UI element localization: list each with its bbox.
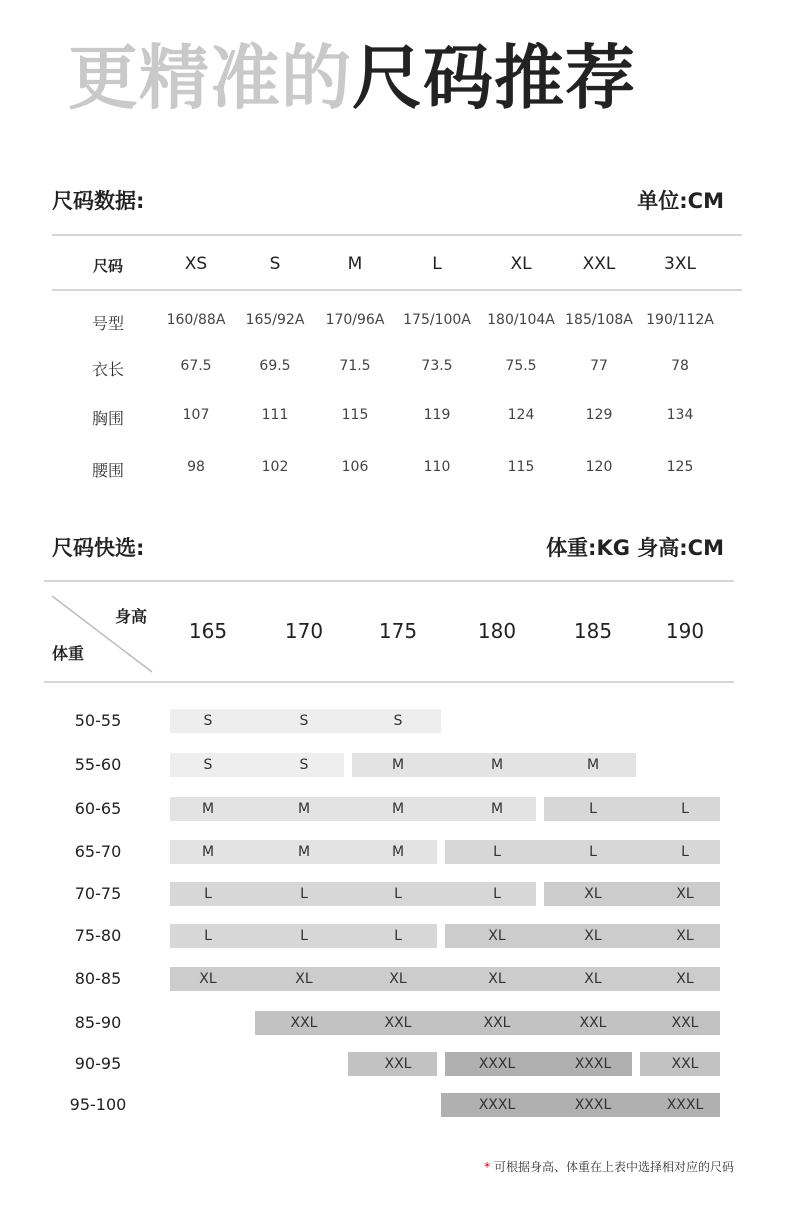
recommended-size-cell: XXXL — [478, 1056, 516, 1072]
weight-row-label: 85-90 — [74, 1013, 122, 1032]
size-data-unit: 单位:CM — [637, 189, 724, 213]
size-header-cell: 3XL — [664, 254, 696, 274]
divider — [52, 234, 742, 236]
recommended-size-cell: XXL — [671, 1015, 699, 1031]
footnote — [484, 1158, 734, 1175]
size-value-cell: 124 — [507, 407, 535, 423]
height-header-cell: 165 — [188, 619, 228, 643]
recommended-size-cell: XL — [676, 971, 694, 987]
weight-row-label: 65-70 — [74, 842, 122, 861]
size-header-cell: XXL — [582, 254, 616, 274]
height-header-cell: 190 — [665, 619, 705, 643]
divider — [52, 289, 742, 291]
recommended-size-cell: XXL — [671, 1056, 699, 1072]
size-value-cell: 75.5 — [505, 358, 537, 374]
height-header-cell: 185 — [573, 619, 613, 643]
recommended-size-cell: XL — [199, 971, 217, 987]
size-value-cell: 98 — [187, 459, 205, 475]
size-value-cell: 107 — [182, 407, 210, 423]
recommended-size-cell: M — [201, 844, 215, 860]
height-header-cell: 175 — [378, 619, 418, 643]
corner-height-label: 身高 — [115, 607, 148, 626]
size-value-cell: 110 — [423, 459, 451, 475]
recommended-size-cell: L — [589, 801, 597, 817]
recommended-size-cell: L — [681, 801, 689, 817]
recommended-size-cell: XL — [584, 971, 602, 987]
size-range-bar — [170, 967, 720, 991]
size-value-cell: 71.5 — [339, 358, 371, 374]
weight-row-label: 90-95 — [74, 1054, 122, 1073]
size-data-heading: 尺码数据: — [52, 189, 145, 213]
recommended-size-cell: XL — [295, 971, 313, 987]
recommended-size-cell: M — [297, 801, 311, 817]
size-header-cell: L — [432, 254, 442, 274]
recommended-size-cell: XL — [676, 928, 694, 944]
recommended-size-cell: M — [391, 801, 405, 817]
size-value-cell: 120 — [585, 459, 613, 475]
size-value-cell: 73.5 — [421, 358, 453, 374]
page-title — [68, 38, 636, 118]
recommended-size-cell: L — [394, 928, 402, 944]
recommended-size-cell: XXXL — [666, 1097, 704, 1113]
quick-select-unit: 体重:KG 身高:CM — [546, 536, 724, 560]
size-row-label: 腰围 — [91, 461, 124, 480]
weight-row-label: 75-80 — [74, 926, 122, 945]
recommended-size-cell: L — [681, 844, 689, 860]
quick-select-heading: 尺码快选: — [52, 536, 145, 560]
size-value-cell: 119 — [423, 407, 451, 423]
size-value-cell: 111 — [261, 407, 289, 423]
size-value-cell: 77 — [590, 358, 608, 374]
recommended-size-cell: L — [493, 886, 501, 902]
recommended-size-cell: XL — [584, 928, 602, 944]
recommended-size-cell: XXL — [579, 1015, 607, 1031]
title-light-part: 更精准的 — [68, 37, 352, 119]
weight-row-label: 50-55 — [74, 711, 122, 730]
recommended-size-cell: S — [299, 757, 309, 773]
height-header-cell: 180 — [477, 619, 517, 643]
size-value-cell: 78 — [671, 358, 689, 374]
corner-weight-label: 体重 — [52, 644, 85, 663]
size-header-cell: M — [347, 254, 363, 274]
title-dark-part: 尺码推荐 — [352, 37, 636, 119]
recommended-size-cell: M — [391, 844, 405, 860]
recommended-size-cell: XXXL — [478, 1097, 516, 1113]
recommended-size-cell: M — [297, 844, 311, 860]
divider — [44, 681, 734, 683]
size-value-cell: 160/88A — [166, 312, 226, 328]
size-value-cell: 185/108A — [565, 312, 633, 328]
height-header-cell: 170 — [284, 619, 324, 643]
size-value-cell: 102 — [261, 459, 289, 475]
size-value-cell: 129 — [585, 407, 613, 423]
size-value-cell: 170/96A — [325, 312, 385, 328]
recommended-size-cell: S — [299, 713, 309, 729]
weight-row-label: 95-100 — [69, 1095, 127, 1114]
recommended-size-cell: XL — [676, 886, 694, 902]
recommended-size-cell: S — [203, 713, 213, 729]
size-value-cell: 106 — [341, 459, 369, 475]
recommended-size-cell: M — [201, 801, 215, 817]
size-row-label: 衣长 — [91, 360, 124, 379]
recommended-size-cell: L — [394, 886, 402, 902]
size-row-label: 号型 — [91, 314, 124, 333]
recommended-size-cell: M — [586, 757, 600, 773]
recommended-size-cell: L — [300, 886, 308, 902]
recommended-size-cell: L — [589, 844, 597, 860]
recommended-size-cell: L — [204, 886, 212, 902]
weight-row-label: 60-65 — [74, 799, 122, 818]
recommended-size-cell: XL — [389, 971, 407, 987]
recommended-size-cell: L — [300, 928, 308, 944]
recommended-size-cell: M — [391, 757, 405, 773]
size-header-cell: S — [269, 254, 281, 274]
recommended-size-cell: L — [204, 928, 212, 944]
recommended-size-cell: XL — [488, 971, 506, 987]
size-value-cell: 67.5 — [180, 358, 212, 374]
size-value-cell: 165/92A — [245, 312, 305, 328]
footnote-text: 可根据身高、体重在上表中选择相对应的尺码 — [493, 1160, 734, 1174]
weight-row-label: 80-85 — [74, 969, 122, 988]
size-value-cell: 175/100A — [403, 312, 471, 328]
recommended-size-cell: M — [490, 801, 504, 817]
weight-row-label: 70-75 — [74, 884, 122, 903]
size-value-cell: 115 — [341, 407, 369, 423]
recommended-size-cell: L — [493, 844, 501, 860]
recommended-size-cell: S — [203, 757, 213, 773]
recommended-size-cell: XL — [584, 886, 602, 902]
divider — [44, 580, 734, 582]
recommended-size-cell: XXL — [384, 1015, 412, 1031]
size-value-cell: 69.5 — [259, 358, 291, 374]
size-header-cell: XL — [510, 254, 532, 274]
recommended-size-cell: XXL — [483, 1015, 511, 1031]
recommended-size-cell: XL — [488, 928, 506, 944]
size-value-cell: 134 — [666, 407, 694, 423]
footnote-star: * — [484, 1160, 491, 1174]
size-header-label: 尺码 — [92, 257, 123, 275]
size-row-label: 胸围 — [91, 409, 124, 428]
recommended-size-cell: XXL — [290, 1015, 318, 1031]
recommended-size-cell: XXXL — [574, 1097, 612, 1113]
size-value-cell: 125 — [666, 459, 694, 475]
size-value-cell: 115 — [507, 459, 535, 475]
weight-row-label: 55-60 — [74, 755, 122, 774]
recommended-size-cell: XXL — [384, 1056, 412, 1072]
recommended-size-cell: XXXL — [574, 1056, 612, 1072]
size-header-cell: XS — [184, 254, 208, 274]
recommended-size-cell: S — [393, 713, 403, 729]
recommended-size-cell: M — [490, 757, 504, 773]
size-value-cell: 180/104A — [487, 312, 555, 328]
size-value-cell: 190/112A — [646, 312, 714, 328]
